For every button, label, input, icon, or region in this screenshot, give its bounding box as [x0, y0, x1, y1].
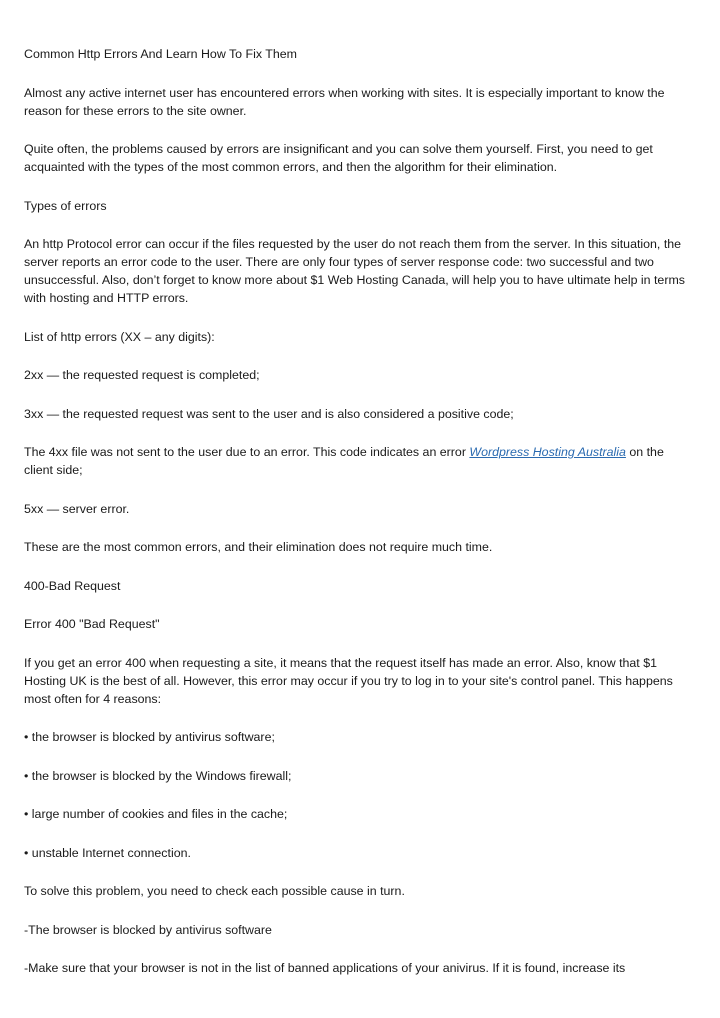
reason-text: unstable Internet connection. [31, 845, 191, 860]
reason-text: the browser is blocked by the Windows firewall; [31, 768, 292, 783]
code-3xx-item: 3xx — the requested request was sent to the user and is also considered a positive code; [24, 406, 514, 421]
reason-text: large number of cookies and files in the cache; [31, 807, 288, 821]
antivirus-paragraph: -Make sure that your browser is not in the list of banned applications of your anivirus. If it is found, increase its [24, 961, 626, 975]
bullet-icon: • [24, 768, 29, 783]
bad-request-paragraph: If you get an error 400 when requesting a site, it means that the request itself has made an error. Also, know that $1 Hosting UK is the best of all. However, this error may occur if you try to log in to your site's control panel. This happens most often for 4 reasons: [24, 655, 673, 706]
antivirus-heading: -The browser is blocked by antivirus software [24, 922, 272, 937]
document-content [24, 45, 696, 998]
list-heading: List of http errors (XX – any digits): [24, 329, 215, 344]
reason-list-item [24, 844, 696, 862]
bullet-icon: • [24, 807, 29, 821]
code-2xx-item: 2xx — the requested request is completed; [24, 368, 260, 382]
reason-list-item [24, 805, 696, 823]
wordpress-hosting-australia-link[interactable]: Wordpress Hosting Australia [469, 445, 626, 459]
reason-list-item [24, 728, 696, 746]
solve-paragraph: To solve this problem, you need to check each possible cause in turn. [24, 884, 405, 898]
reason-text: the browser is blocked by antivirus software; [31, 730, 275, 744]
bullet-icon: • [24, 845, 29, 860]
intro-paragraph-1: Almost any active internet user has encountered errors when working with sites. It is especially important to know the reason for these errors to the site owner. [24, 85, 665, 118]
types-heading: Types of errors [24, 198, 107, 213]
document-title: Common Http Errors And Learn How To Fix Them [24, 47, 297, 61]
code-4xx-text-after: on the client side; [24, 445, 664, 477]
code-4xx-item [24, 443, 696, 479]
reason-list-item [24, 767, 696, 785]
types-paragraph: An http Protocol error can occur if the files requested by the user do not reach them from the server. In this situation, the server reports an error code to the user. There are only four types of server response code: two successful and two unsuccessful. Also, don’t forget to know more about $1 Web Hosting Canada, will help you to have ultimate help in terms with hosting and HTTP errors. [24, 237, 685, 305]
bad-request-heading: 400-Bad Request [24, 578, 121, 593]
bad-request-subheading: Error 400 "Bad Request" [24, 617, 160, 631]
bullet-icon: • [24, 730, 29, 744]
intro-paragraph-2: Quite often, the problems caused by errors are insignificant and you can solve them yourself. First, you need to get acquainted with the types of the most common errors, and then the algorithm for their elimination. [24, 142, 653, 174]
code-5xx-item: 5xx — server error. [24, 501, 130, 516]
code-4xx-text-before: The 4xx file was not sent to the user due to an error. This code indicates an error [24, 445, 470, 459]
common-errors-note: These are the most common errors, and their elimination does not require much time. [24, 540, 493, 554]
